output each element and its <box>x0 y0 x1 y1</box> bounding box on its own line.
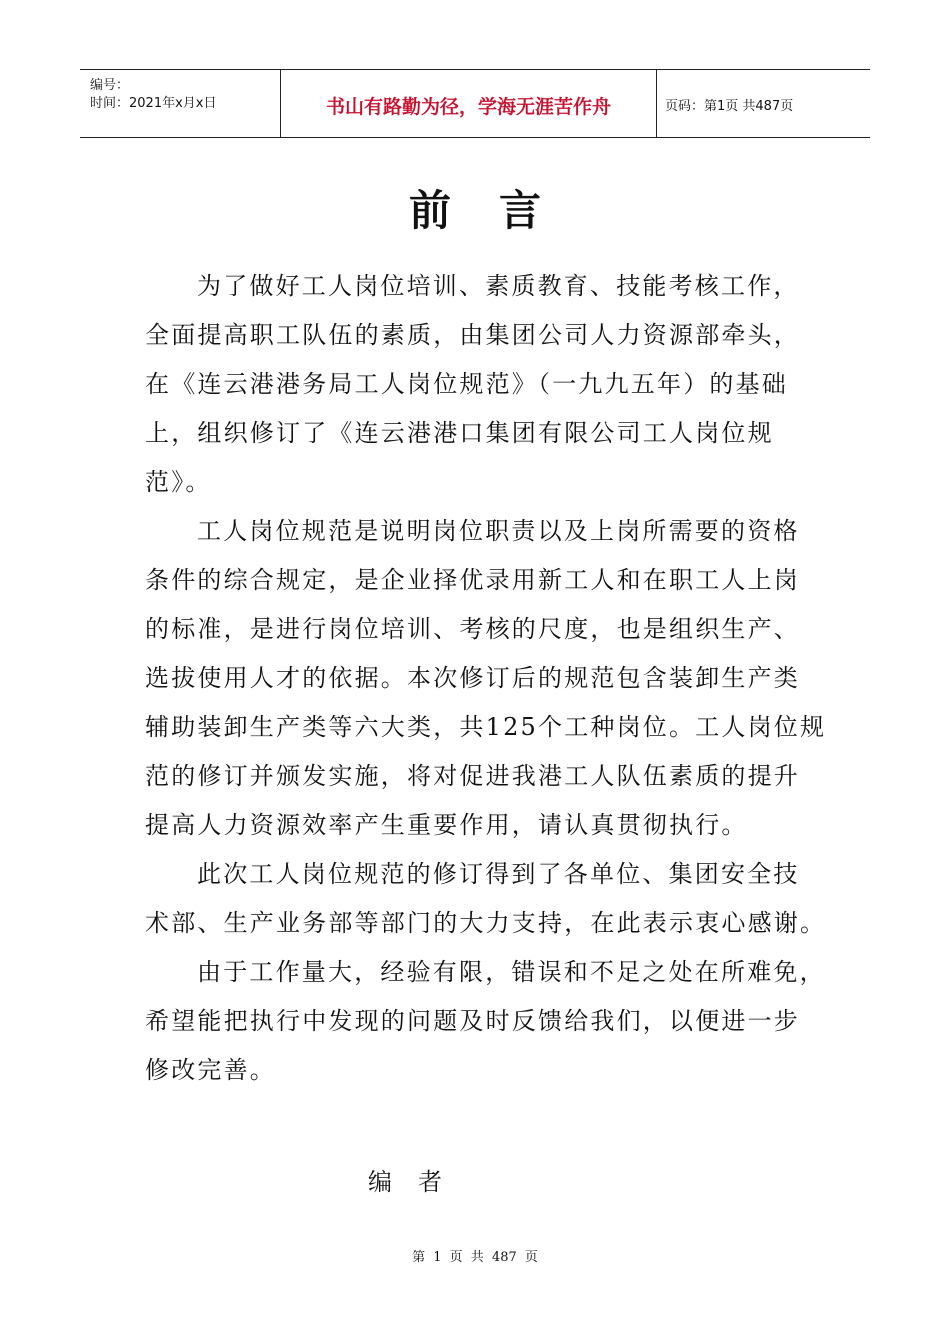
header-page-number: 页码：第1页 共487页 <box>665 99 794 114</box>
paragraph-line: 的标准，是进行岗位培训、考核的尺度，也是组织生产、 <box>145 615 800 643</box>
paragraph-line: 选拔使用人才的依据。本次修订后的规范包含装卸生产类 <box>145 664 800 692</box>
header-motto: 书山有路勤为径，学海无涯苦作舟 <box>325 96 611 118</box>
paragraph-line: 术部、生产业务部等部门的大力支持，在此表示衷心感谢。 <box>145 909 827 937</box>
header-meta-cell <box>80 70 281 137</box>
signature: 编者 <box>368 1168 468 1196</box>
preface-body <box>145 262 827 1095</box>
paragraph-line: 条件的综合规定，是企业择优录用新工人和在职工人上岗 <box>145 566 800 594</box>
paragraph-line: 上，组织修订了《连云港港口集团有限公司工人岗位规 <box>145 419 774 447</box>
page-footer: 第 1 页 共 487 页 <box>412 1250 538 1265</box>
paragraph-line: 为了做好工人岗位培训、素质教育、技能考核工作， <box>197 272 800 300</box>
document-header <box>80 69 870 138</box>
paragraph-line: 由于工作量大，经验有限，错误和不足之处在所难免， <box>197 958 826 986</box>
paragraph-3 <box>145 850 827 948</box>
page-title: 前言 <box>408 186 589 235</box>
paragraph-2 <box>145 507 827 850</box>
header-motto-cell <box>281 70 657 137</box>
paragraph-line: 全面提高职工队伍的素质，由集团公司人力资源部牵头， <box>145 321 800 349</box>
paragraph-line: 工人岗位规范是说明岗位职责以及上岗所需要的资格 <box>197 517 800 545</box>
paragraph-line: 辅助装卸生产类等六大类，共125个工种岗位。工人岗位规 <box>145 713 827 741</box>
paragraph-line: 希望能把执行中发现的问题及时反馈给我们，以便进一步 <box>145 1007 800 1035</box>
header-page-cell <box>657 70 870 137</box>
paragraph-4 <box>145 948 826 1095</box>
document-time-label: 时间：2021年x月x日 <box>90 96 217 111</box>
document-number-label: 编号： <box>90 78 130 93</box>
paragraph-1 <box>145 262 810 507</box>
paragraph-line: 在《连云港港务局工人岗位规范》（一九九五年）的基础 <box>145 370 788 398</box>
paragraph-line: 范的修订并颁发实施，将对促进我港工人队伍素质的提升 <box>145 762 800 790</box>
paragraph-line: 范》。 <box>145 468 212 496</box>
paragraph-line: 此次工人岗位规范的修订得到了各单位、集团安全技 <box>197 860 800 888</box>
paragraph-line: 提高人力资源效率产生重要作用，请认真贯彻执行。 <box>145 811 748 839</box>
paragraph-line: 修改完善。 <box>145 1056 276 1084</box>
